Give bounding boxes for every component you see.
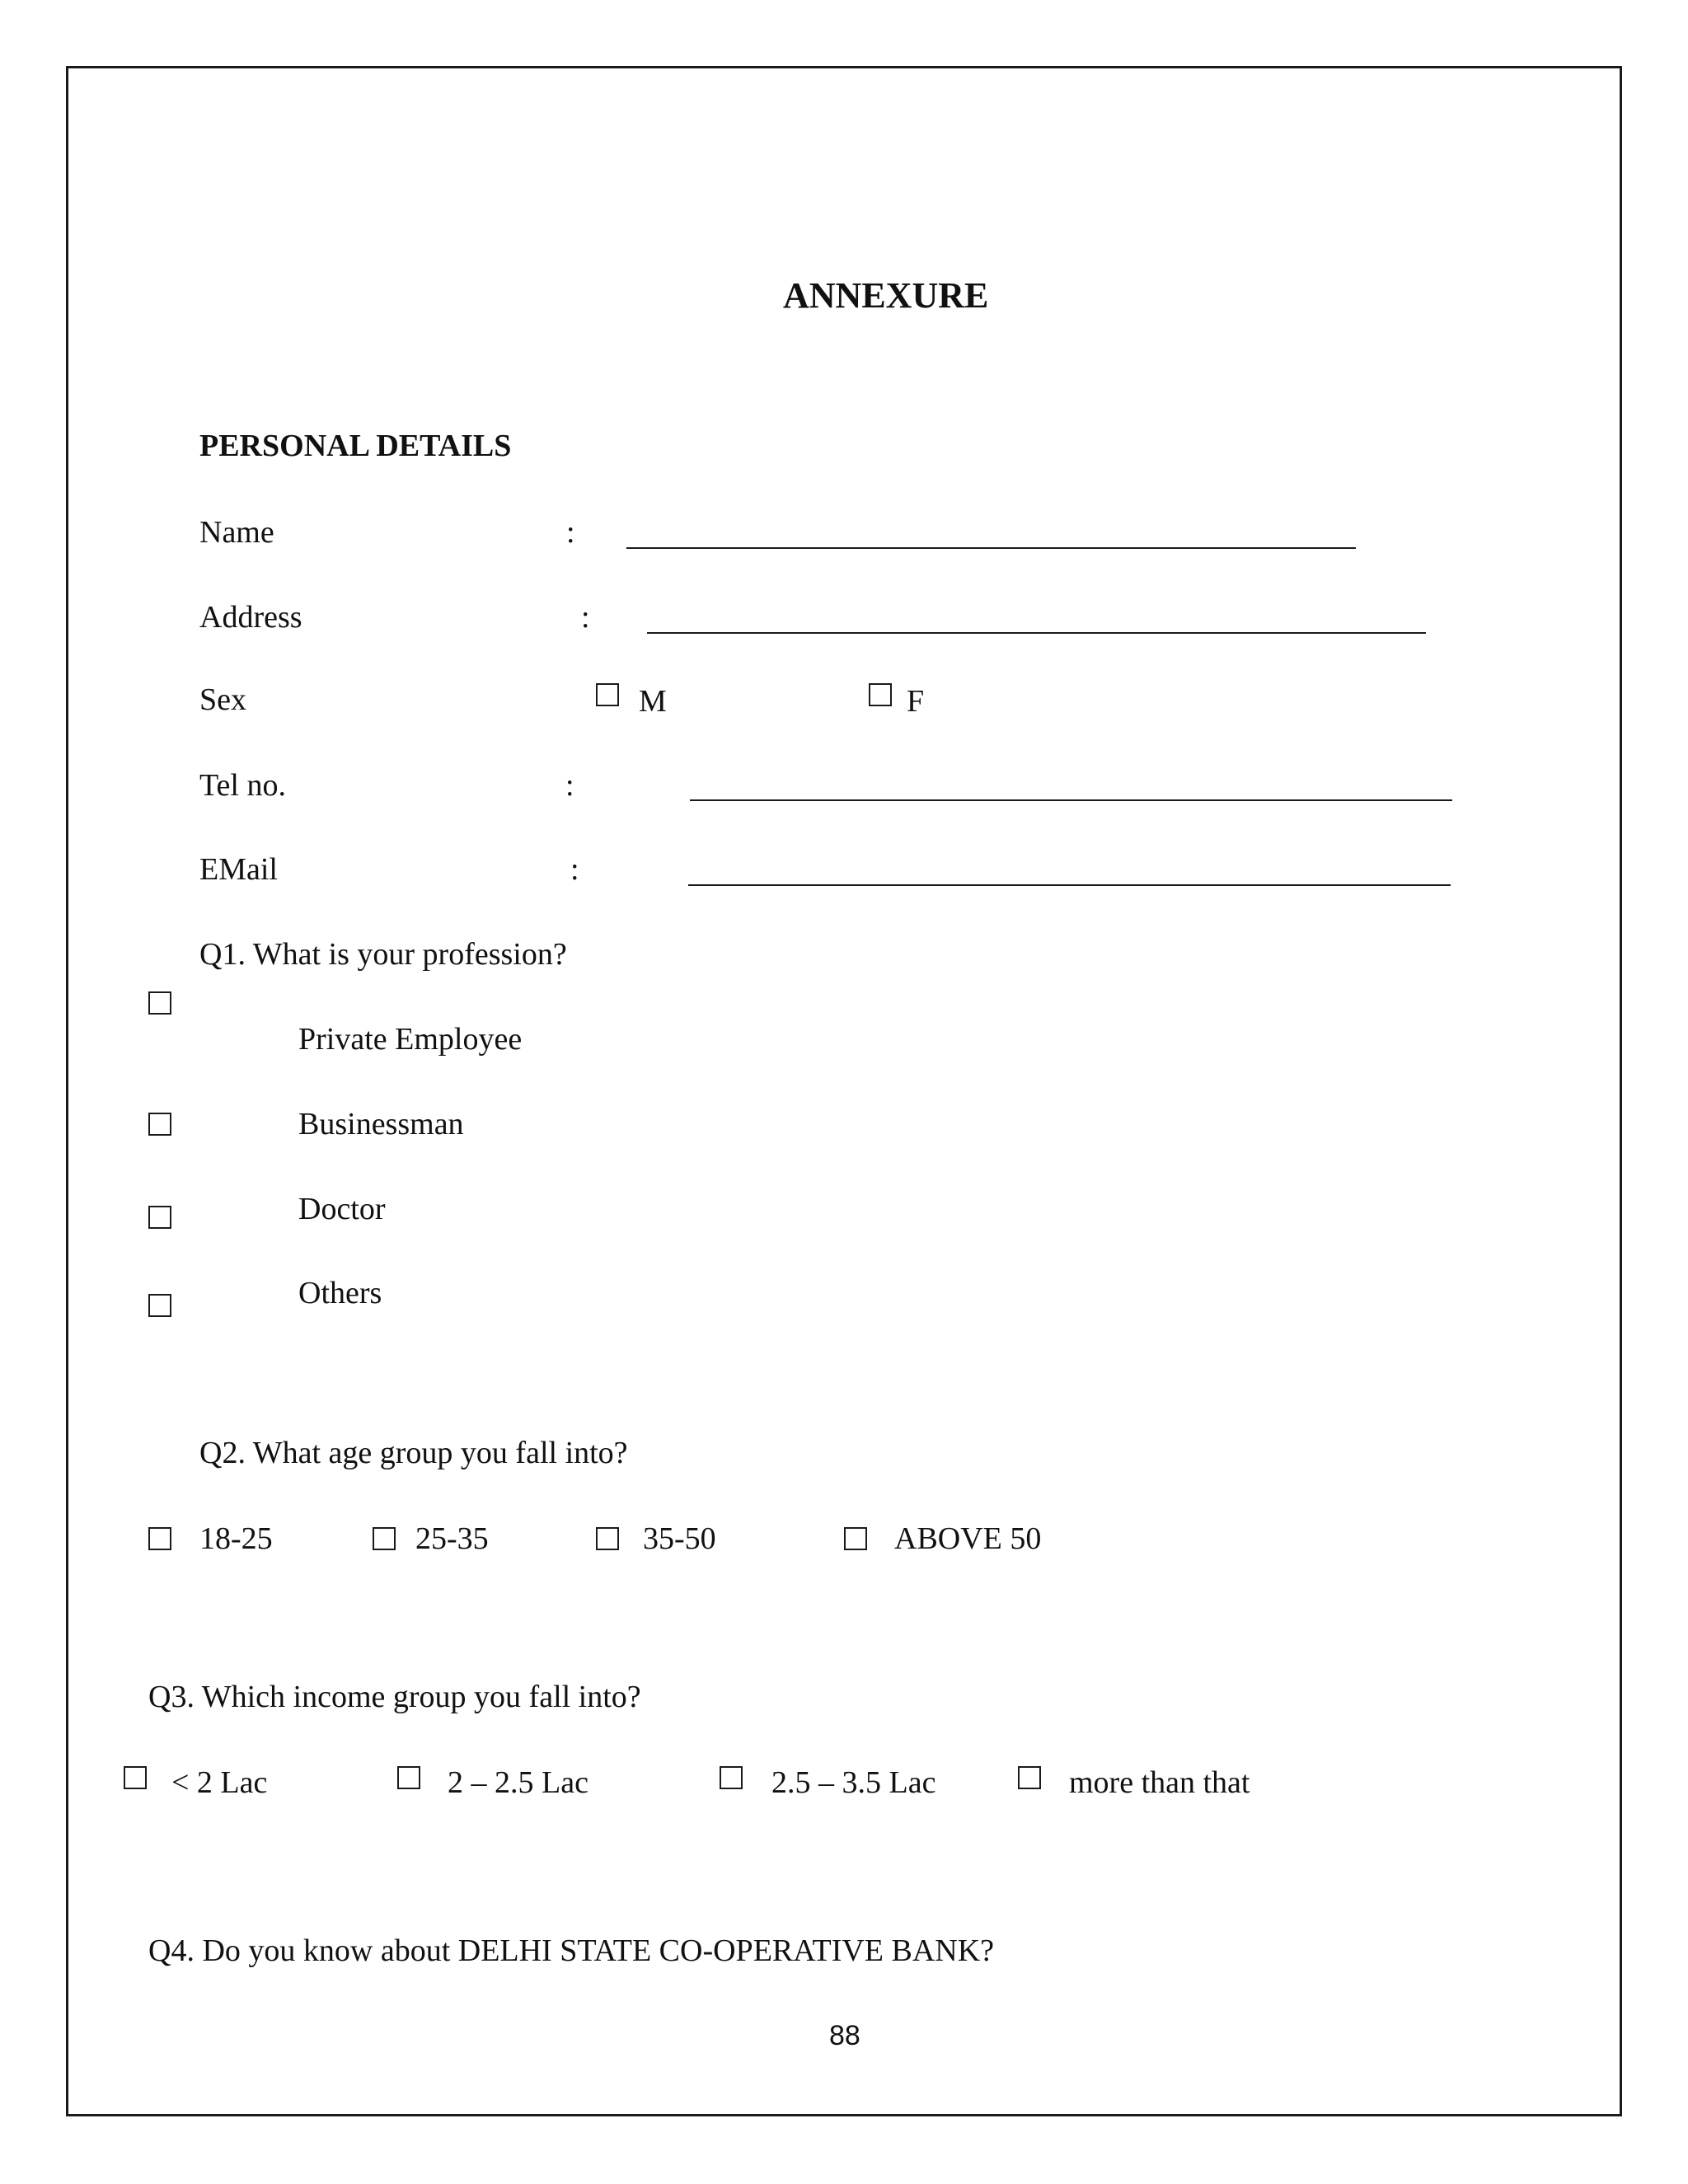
q2-option-checkbox[interactable]	[596, 1527, 619, 1550]
q3-option-label: 2.5 – 3.5 Lac	[771, 1765, 936, 1800]
q3-option-checkbox[interactable]	[1018, 1766, 1041, 1789]
q1-option-label: Doctor	[298, 1192, 386, 1226]
q1-option-checkbox[interactable]	[148, 991, 171, 1015]
section-heading: PERSONAL DETAILS	[199, 429, 512, 463]
q1-option-label: Businessman	[298, 1107, 464, 1141]
q3-option-label: 2 – 2.5 Lac	[448, 1765, 588, 1800]
q2-option-label: ABOVE 50	[894, 1521, 1042, 1556]
q1-option-label: Others	[298, 1276, 382, 1310]
email-field[interactable]	[688, 884, 1451, 886]
q1-option-checkbox[interactable]	[148, 1113, 171, 1136]
q2-option-checkbox[interactable]	[148, 1527, 171, 1550]
q2-option-checkbox[interactable]	[844, 1527, 867, 1550]
q1-option-checkbox[interactable]	[148, 1206, 171, 1229]
q4-question: Q4. Do you know about DELHI STATE CO-OPERATIVE BANK?	[148, 1933, 995, 1968]
tel-colon: :	[565, 768, 574, 803]
q1-option-checkbox[interactable]	[148, 1294, 171, 1317]
q2-option-label: 25-35	[415, 1521, 489, 1556]
q3-question: Q3. Which income group you fall into?	[148, 1680, 641, 1714]
sex-f-label: F	[907, 684, 925, 719]
sex-label: Sex	[199, 682, 246, 717]
sex-m-label: M	[639, 684, 667, 719]
sex-m-checkbox[interactable]	[596, 683, 619, 706]
tel-label: Tel no.	[199, 768, 286, 803]
q1-option-label: Private Employee	[298, 1022, 523, 1057]
name-colon: :	[566, 515, 575, 550]
q3-option-label: < 2 Lac	[171, 1765, 268, 1800]
email-label: EMail	[199, 852, 278, 887]
address-field[interactable]	[647, 632, 1426, 634]
tel-field[interactable]	[690, 799, 1452, 801]
q3-option-checkbox[interactable]	[124, 1766, 147, 1789]
name-label: Name	[199, 515, 274, 550]
q3-option-checkbox[interactable]	[397, 1766, 420, 1789]
page-number: 88	[829, 2020, 860, 2051]
address-label: Address	[199, 600, 302, 635]
q2-option-checkbox[interactable]	[373, 1527, 396, 1550]
name-field[interactable]	[626, 547, 1356, 549]
q2-option-label: 18-25	[199, 1521, 273, 1556]
email-colon: :	[570, 852, 579, 887]
q3-option-label: more than that	[1069, 1765, 1250, 1800]
q1-question: Q1. What is your profession?	[199, 937, 567, 972]
page-title: ANNEXURE	[783, 275, 989, 316]
q2-question: Q2. What age group you fall into?	[199, 1436, 628, 1470]
address-colon: :	[581, 600, 590, 635]
q3-option-checkbox[interactable]	[720, 1766, 743, 1789]
q2-option-label: 35-50	[643, 1521, 716, 1556]
page-border	[66, 66, 1622, 2116]
sex-f-checkbox[interactable]	[869, 683, 892, 706]
